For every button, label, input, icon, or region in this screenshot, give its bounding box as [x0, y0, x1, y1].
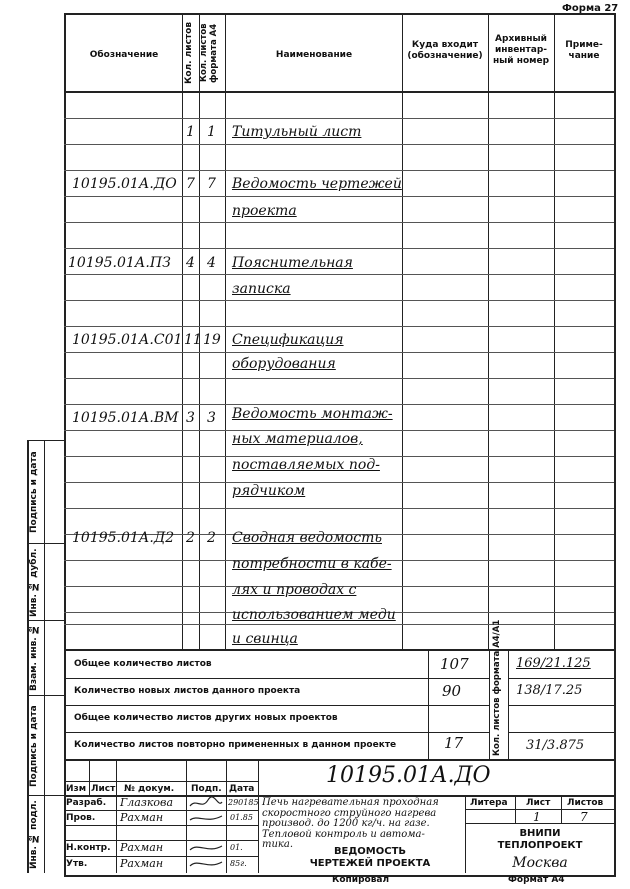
stamp-col-doc: № докум.: [124, 784, 175, 794]
stamp-col-izm: Изм: [66, 784, 87, 794]
other-label: Общее количество листов других новых проектов: [74, 713, 338, 723]
row-rule-line: [64, 196, 614, 197]
row-rule-line: [64, 144, 614, 145]
stamp-sheets-value: 7: [580, 810, 588, 824]
side-label-vzam: Взам. инв. №: [29, 624, 39, 692]
row-a4: 3: [207, 410, 216, 426]
stamp-person-name: Рахман: [120, 841, 164, 854]
row-a4: 1: [207, 124, 216, 140]
stamp-col-date: Дата: [229, 784, 255, 794]
row-name-line: и свинца: [232, 631, 298, 647]
stamp-person-name: Глазкова: [120, 796, 173, 809]
header-included-in: Куда входит (обозначение): [407, 40, 483, 61]
form-label: Форма 27: [562, 3, 619, 14]
stamp-person-name: Рахман: [120, 857, 164, 870]
sheet-title-line: ЧЕРТЕЖЕЙ ПРОЕКТА: [309, 858, 431, 869]
row-rule-line: [64, 118, 614, 119]
stamp-litera-label: Литера: [470, 798, 508, 808]
stamp-sheets-label: Листов: [567, 798, 604, 808]
total-count: 107: [440, 655, 469, 673]
stamp-org: [468, 828, 612, 852]
header-sheets-a4: Кол. листов формата А4: [199, 23, 219, 83]
stamp-top-line: [64, 759, 614, 761]
row-rule-line: [64, 248, 614, 249]
project-title-line: Печь нагревательная проходная: [262, 797, 439, 808]
row-name-line: Ведомость чертежей: [232, 176, 402, 192]
stamp-person-name: Рахман: [120, 811, 164, 824]
row-a4: 7: [207, 176, 216, 192]
row-rule-line: [64, 508, 614, 509]
row-name-line: использованием меди: [232, 607, 396, 623]
row-designation: 10195.01А.ДО: [72, 176, 177, 192]
project-title-line: тика.: [262, 839, 294, 850]
row-a4: 2: [207, 530, 216, 546]
stamp-sheet-label: Лист: [526, 798, 551, 808]
new-count: 90: [442, 682, 462, 700]
header-name: Наименование: [275, 50, 353, 60]
row-rule-line: [64, 352, 614, 353]
new-a4: 138/17.25: [516, 683, 583, 698]
row-name-line: лях и проводах с: [232, 582, 357, 598]
row-name-line: проекта: [232, 203, 297, 219]
new-label: Количество новых листов данного проекта: [74, 686, 301, 696]
row-rule-line: [64, 378, 614, 379]
org-line: ТЕПЛОПРОЕКТ: [497, 840, 583, 851]
reused-label: Количество листов повторно примененных в данном проекте: [74, 740, 397, 750]
stamp-role: Разраб.: [66, 798, 107, 808]
side-label-inv-podl: Инв. № подл.: [29, 800, 39, 870]
row-name-line: рядчиком: [232, 483, 306, 499]
totals-top-line: [64, 649, 614, 651]
row-rule-line: [64, 222, 614, 223]
row-a4: 19: [203, 332, 221, 348]
stamp-col-sign: Подп.: [191, 784, 222, 794]
stamp-role: Н.контр.: [66, 843, 111, 853]
row-sheets: 1: [186, 124, 195, 140]
row-designation: 10195.01А.ПЗ: [68, 255, 171, 271]
row-rule-line: [64, 482, 614, 483]
row-name-line: записка: [232, 281, 291, 297]
total-a4: 169/21.125: [516, 656, 591, 671]
row-rule-line: [64, 170, 614, 171]
header-note: Приме-чание: [565, 40, 603, 61]
row-a4: 4: [207, 255, 216, 271]
row-sheets: 2: [186, 530, 195, 546]
row-rule-line: [64, 274, 614, 275]
sheet-title-line: ВЕДОМОСТЬ: [333, 846, 407, 857]
side-label-inv-dubl: Инв. № дубл.: [29, 548, 39, 618]
stamp-sheet-title: [300, 846, 440, 870]
row-sheets: 3: [186, 410, 195, 426]
row-name-line: оборудования: [232, 356, 336, 372]
stamp-role: Пров.: [66, 813, 96, 823]
row-rule-line: [64, 326, 614, 327]
row-name-line: Ведомость монтаж-: [232, 406, 393, 422]
stamp-org-city: Москва: [512, 855, 568, 871]
row-name-line: Спецификация: [232, 332, 344, 348]
project-title-line: скоростного струйного нагрева: [262, 807, 437, 819]
row-name-line: потребности в кабе-: [232, 556, 392, 572]
stamp-col-list: Лист: [91, 784, 116, 794]
row-designation: 10195.01А.С01: [72, 332, 183, 348]
row-designation: 10195.01А.Д2: [72, 530, 175, 546]
side-label-sign-date-2: Подпись и дата: [29, 705, 39, 787]
stamp-role: Утв.: [66, 859, 88, 869]
stamp-sheet-value: 1: [533, 810, 541, 824]
row-rule-line: [64, 404, 614, 405]
footer-format: Формат А4: [508, 875, 565, 885]
stamp-person-date: 85г.: [230, 859, 247, 868]
a4-vertical-label: Кол. листов формата А4/А1: [492, 619, 502, 756]
footer-copied: Копировал: [332, 875, 390, 885]
project-title-line: производ. до 1200 кг/ч. на газе.: [262, 818, 430, 829]
reused-count: 17: [444, 734, 464, 752]
row-sheets: 7: [186, 176, 195, 192]
header-sheets-count: Кол. листов: [184, 22, 194, 85]
stamp-person-date: 01.85: [230, 813, 253, 822]
row-designation: 10195.01А.ВМ: [72, 410, 179, 426]
row-name-line: ных материалов,: [232, 431, 363, 447]
row-sheets: 4: [186, 255, 195, 271]
row-name-line: поставляемых под-: [232, 457, 380, 473]
row-name-line: Сводная ведомость: [232, 530, 382, 546]
stamp-person-date: 290185: [228, 798, 259, 807]
row-rule-line: [64, 300, 614, 301]
org-line: ВНИПИ: [519, 828, 561, 839]
reused-a4: 31/3.875: [526, 738, 585, 753]
header-archive-no: Архивный инвентар-ный номер: [492, 34, 550, 66]
row-name-line: Пояснительная: [232, 255, 353, 271]
signature-icon: [188, 796, 224, 872]
project-title-line: Тепловой контроль и автома-: [262, 828, 425, 840]
row-rule-line: [64, 624, 614, 625]
stamp-project-title: [262, 798, 464, 851]
total-label: Общее количество листов: [74, 659, 212, 669]
header-designation: Обозначение: [89, 50, 159, 60]
stamp-doc-code: 10195.01А.ДО: [326, 763, 491, 788]
row-sheets: 11: [184, 332, 202, 348]
header-bottom-line: [64, 91, 614, 93]
side-label-sign-date-1: Подпись и дата: [29, 451, 39, 534]
row-name-line: Титульный лист: [232, 124, 362, 140]
stamp-person-date: 01.: [230, 843, 243, 852]
